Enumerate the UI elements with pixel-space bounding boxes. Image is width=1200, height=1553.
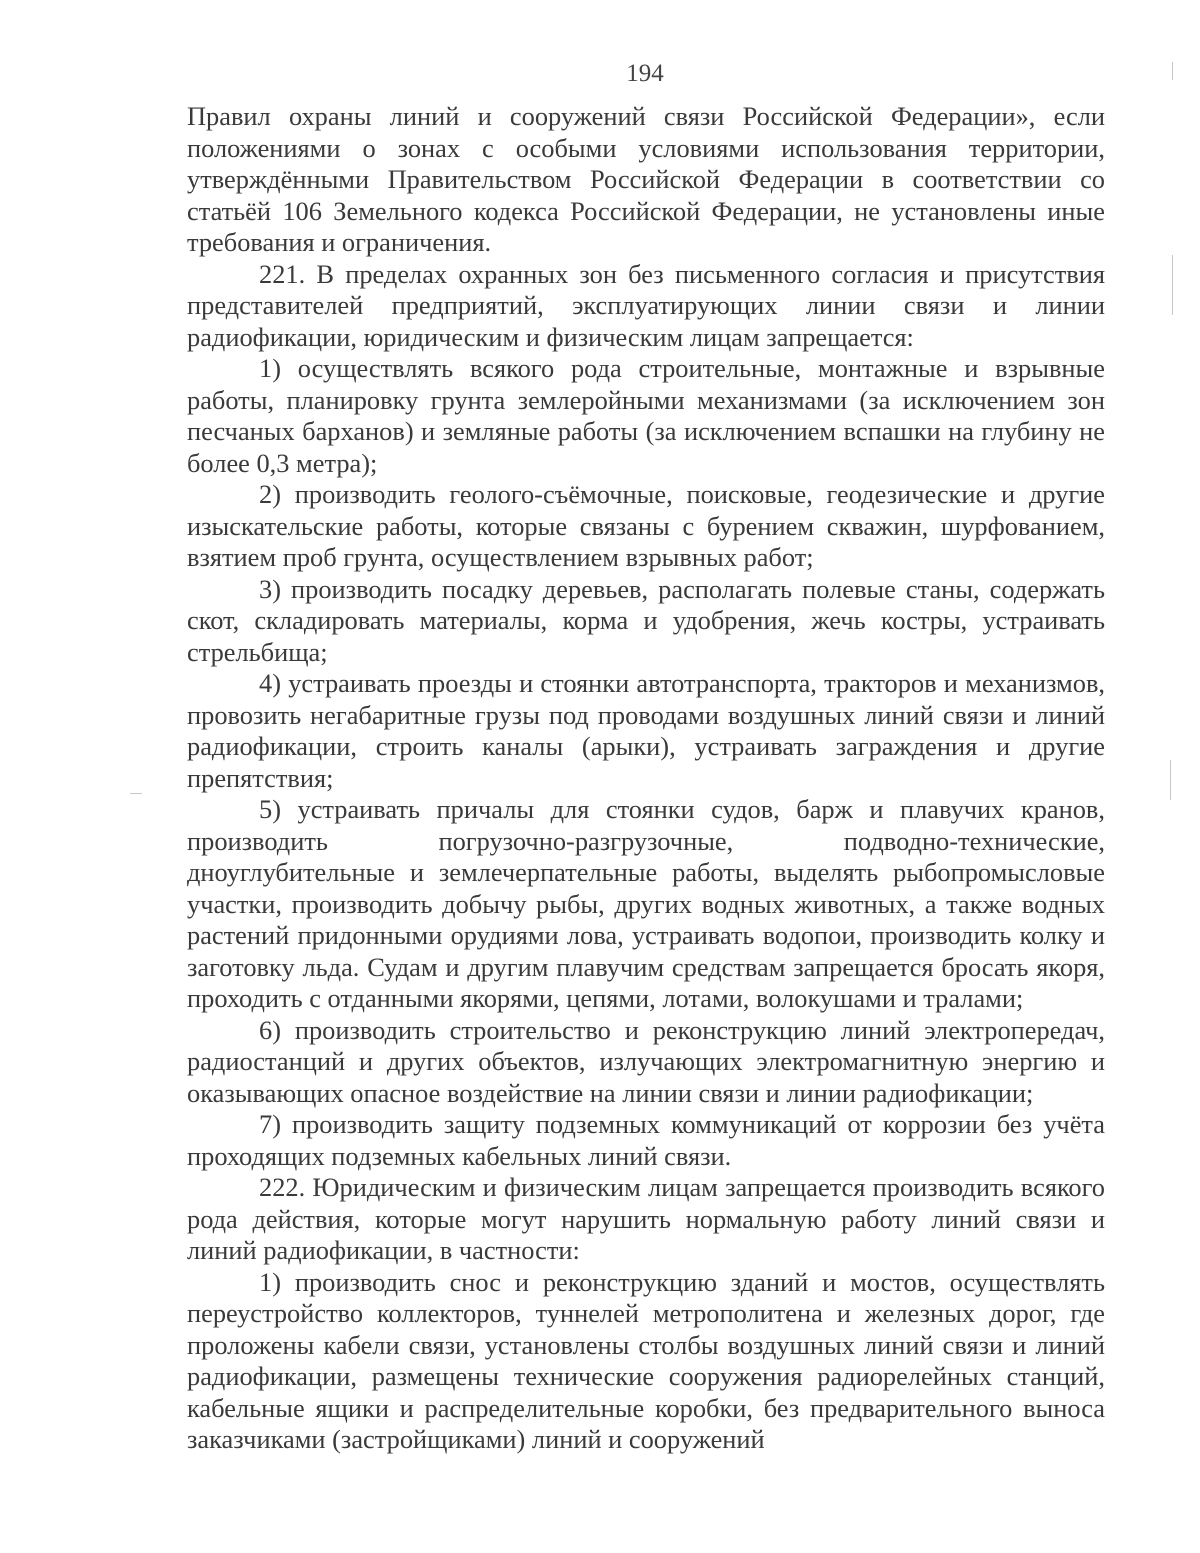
scan-artifact-mark (1172, 62, 1173, 80)
paragraph-221-subitem-7: 7) производить защиту подземных коммуникаций от коррозии без учёта проходящих подземных кабельных линий связи. (187, 1109, 1105, 1171)
paragraph-continuation: Правил охраны линий и сооружений связи Российской Федерации», если положениями о зонах с особыми условиями использования территории, утверждёнными Правительством Российской Федерации в соответствии со статьёй 106 Земельного кодекса Российской Федерации, не установлены иные требования и ограничения. (187, 101, 1105, 257)
paragraph-221-subitem-4: 4) устраивать проезды и стоянки автотранспорта, тракторов и механизмов, провозить негабаритные грузы под проводами воздушных линий связи и линий радиофикации, строить каналы (арыки), устраивать заграждения и другие препятствия; (187, 668, 1105, 793)
scan-artifact-mark (1170, 760, 1171, 800)
paragraph-item-221: 221. В пределах охранных зон без письменного согласия и присутствия представителей предприятий, эксплуатирующих линии связи и линии радиофикации, юридическим и физическим лицам запрещается: (187, 258, 1105, 352)
paragraph-221-subitem-1: 1) осуществлять всякого рода строительные, монтажные и взрывные работы, планировку грунта землеройными механизмами (за исключением зон песчаных барханов) и земляные работы (за исключением вспашки на глубину не более 0,3 метра); (187, 353, 1105, 478)
paragraph-item-222: 222. Юридическим и физическим лицам запрещается производить всякого рода действия, которые могут нарушить нормальную работу линий связи и линий радиофикации, в частности: (187, 1172, 1105, 1265)
paragraph-221-subitem-6: 6) производить строительство и реконструкцию линий электропередач, радиостанций и других объектов, излучающих электромагнитную энергию и оказывающих опасное воздействие на линии связи и линии радиофикации; (187, 1014, 1105, 1108)
paragraph-221-subitem-3: 3) производить посадку деревьев, располагать полевые станы, содержать скот, складировать материалы, корма и удобрения, жечь костры, устраивать стрельбища; (187, 573, 1105, 667)
document-body (187, 101, 1105, 1456)
paragraph-222-subitem-1: 1) производить снос и реконструкцию зданий и мостов, осуществлять переустройство коллекторов, туннелей метрополитена и железных дорог, где проложены кабели связи, установлены столбы воздушных линий связи и линий радиофикации, размещены технические сооружения радиорелейных станций, кабельные ящики и распределительные коробки, без предварительного выноса заказчиками (застройщиками) линий и сооружений (187, 1266, 1105, 1454)
page-number: 194 (626, 60, 664, 87)
paragraph-221-subitem-2: 2) производить геолого-съёмочные, поисковые, геодезические и другие изыскательские работы, которые связаны с бурением скважин, шурфованием, взятием проб грунта, осуществлением взрывных работ; (187, 479, 1105, 572)
paragraph-221-subitem-5: 5) устраивать причалы для стоянки судов, барж и плавучих кранов, производить погрузочно-разгрузочные, подводно-технические, дноуглубительные и землечерпательные работы, выделять рыбопромысловые участки, производить добычу рыбы, других водных животных, а также водных растений придонными орудиями лова, устраивать водопои, производить колку и заготовку льда. Судам и другим плавучим средствам запрещается бросать якоря, проходить с отданными якорями, цепями, лотами, волокушами и тралами; (187, 794, 1105, 1013)
scan-artifact-mark (1172, 255, 1173, 315)
scan-artifact-mark (130, 793, 142, 794)
